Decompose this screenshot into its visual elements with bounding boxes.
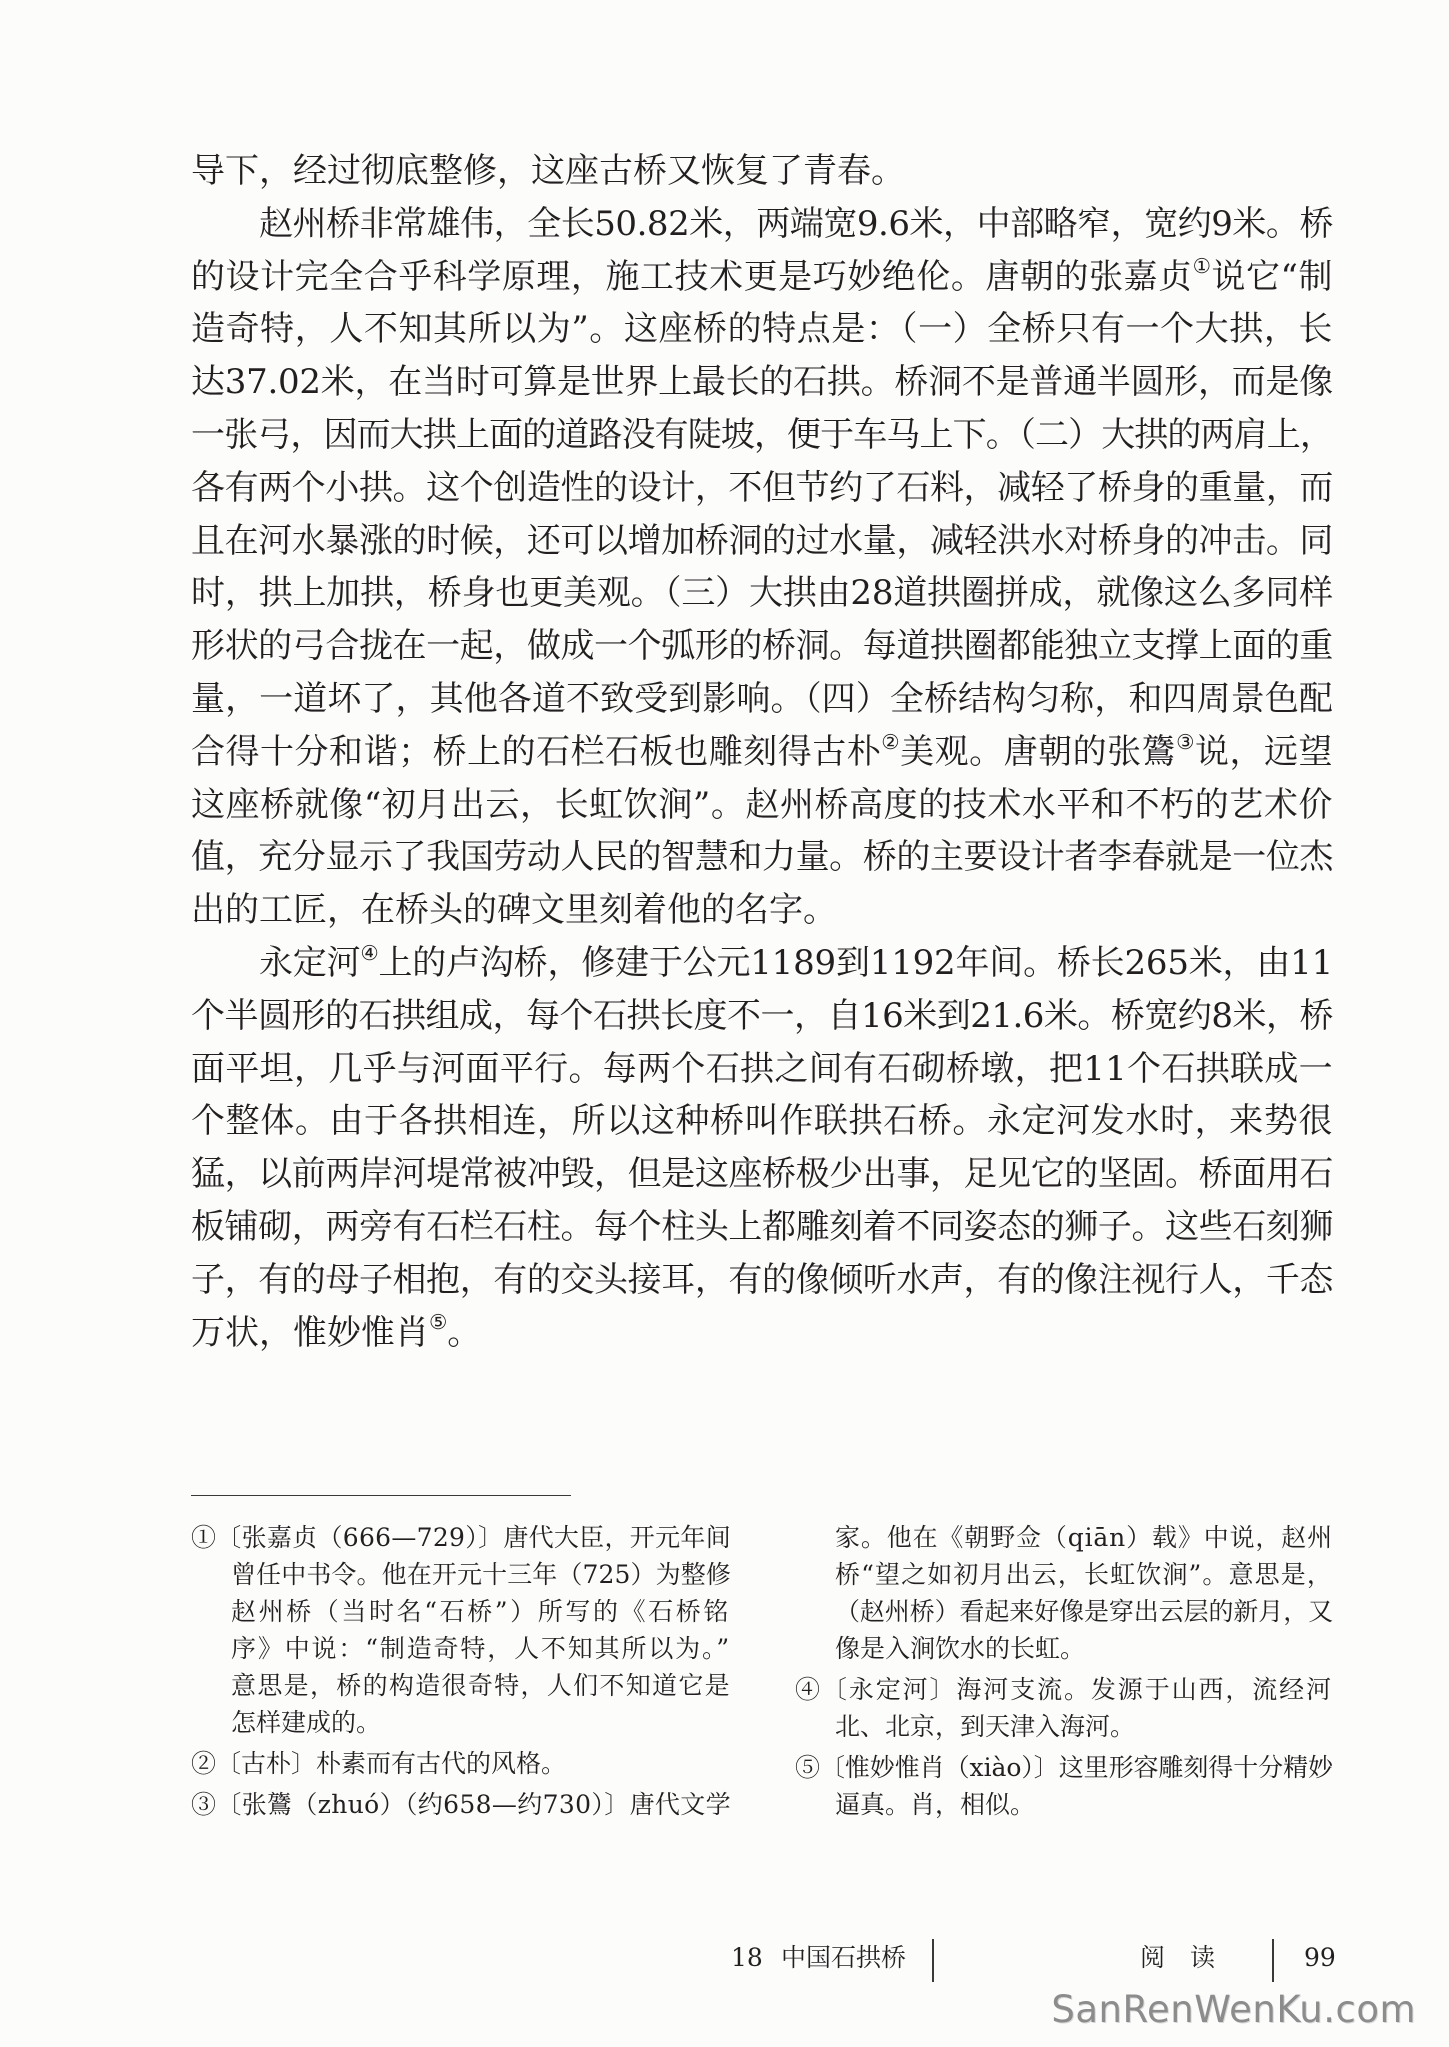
footnote-line: 怎样建成的。 — [231, 1708, 382, 1737]
text-line: 时，拱上加拱，桥身也更美观。（三）大拱由28道拱圈拼成，就像这么多同样 — [191, 573, 1333, 614]
paragraph — [191, 145, 1333, 198]
footnote-line-first: ①〔张嘉贞（666—729）〕唐代大臣，开元年间 — [191, 1523, 731, 1552]
footnote-line: 逼真。肖，相似。 — [835, 1790, 1036, 1819]
footnote-line: 北、北京，到天津入海河。 — [835, 1712, 1136, 1741]
footnote-reference: ② — [881, 729, 901, 754]
footer-divider — [932, 1939, 934, 1982]
footnote-line: 桥“望之如初月出云，长虹饮涧”。意思是， — [835, 1560, 1333, 1589]
lesson-title: 中国石拱桥 — [781, 1943, 907, 1972]
footnote-marker: ① — [191, 1523, 217, 1552]
text-line: 万状，惟妙惟肖⑤。 — [191, 1310, 482, 1353]
footnote-line-first: ②〔古朴〕朴素而有古代的风格。 — [191, 1749, 567, 1778]
footnote-line-first: ⑤〔惟妙惟肖（xiào）〕这里形容雕刻得十分精妙 — [795, 1753, 1333, 1782]
text-line: 一张弓，因而大拱上面的道路没有陡坡，便于车马上下。（二）大拱的两肩上， — [191, 414, 1333, 455]
text-line: 量，一道坏了，其他各道不致受到影响。（四）全桥结构匀称，和四周景色配 — [191, 678, 1333, 719]
text-line: 导下，经过彻底整修，这座古桥又恢复了青春。 — [191, 151, 905, 191]
watermark: SanRenWenKu.com — [1051, 1988, 1416, 2031]
footnote-marker: ③ — [191, 1790, 217, 1819]
footnote-reference: ④ — [360, 940, 379, 965]
footnote-line: 曾任中书令。他在开元十三年（725）为整修 — [231, 1560, 731, 1589]
footnote-line: 家。他在《朝野佥（qiān）载》中说，赵州 — [835, 1523, 1333, 1552]
footnote-line: 意思是，桥的构造很奇特，人们不知道它是 — [231, 1671, 731, 1700]
text-line: 且在河水暴涨的时候，还可以增加桥洞的过水量，减轻洪水对桥身的冲击。同 — [191, 520, 1333, 561]
footnote-reference: ③ — [1176, 729, 1195, 754]
text-line: 各有两个小拱。这个创造性的设计，不但节约了石料，减轻了桥身的重量，而 — [191, 467, 1333, 508]
footnote-marker: ⑤ — [795, 1753, 820, 1782]
text-line: 达37.02米，在当时可算是世界上最长的石拱。桥洞不是普通半圆形，而是像 — [191, 362, 1333, 403]
text-line: 猛，以前两岸河堤常被冲毁，但是这座桥极少出事，足见它的坚固。桥面用石 — [191, 1154, 1333, 1195]
paragraph — [191, 198, 1333, 937]
text-line: 形状的弓合拢在一起，做成一个弧形的桥洞。每道拱圈都能独立支撑上面的重 — [191, 626, 1333, 667]
lesson-number: 18 — [731, 1943, 763, 1972]
footnote-line: 赵州桥（当时名“石桥”）所写的《石桥铭 — [231, 1597, 731, 1626]
text-line: 出的工匠，在桥头的碑文里刻着他的名字。 — [191, 890, 837, 931]
page-number: 99 — [1304, 1943, 1336, 1972]
text-line: 面平坦，几乎与河面平行。每两个石拱之间有石砌桥墩，把11个石拱联成一 — [191, 1048, 1333, 1089]
footnote-marker: ④ — [795, 1675, 822, 1704]
footnote-marker: ② — [191, 1749, 217, 1778]
text-line: 子，有的母子相抱，有的交头接耳，有的像倾听水声，有的像注视行人，千态 — [191, 1259, 1333, 1300]
footnote-column-right — [795, 1519, 1333, 1823]
main-text — [191, 145, 1333, 1359]
text-line: 合得十分和谐；桥上的石栏石板也雕刻得古朴②美观。唐朝的张鷟③说，远望 — [191, 729, 1334, 772]
text-line: 值，充分显示了我国劳动人民的智慧和力量。桥的主要设计者李春就是一位杰 — [191, 837, 1333, 878]
footnote-line: （赵州桥）看起来好像是穿出云层的新月，又 — [835, 1597, 1333, 1626]
footer-divider — [1272, 1939, 1274, 1982]
footnote-reference: ⑤ — [429, 1310, 448, 1335]
footnote-divider — [191, 1495, 571, 1496]
footnote-line: 序》中说：“制造奇特，人不知其所以为。” — [231, 1634, 731, 1663]
footnote-line: 像是入涧饮水的长虹。 — [835, 1634, 1086, 1663]
section-name: 阅读 — [1140, 1943, 1241, 1972]
footnote-column-left — [191, 1519, 731, 1823]
text-line: 板铺砌，两旁有石栏石柱。每个柱头上都雕刻着不同姿态的狮子。这些石刻狮 — [191, 1206, 1333, 1247]
footnote-line-first: ③〔张鷟（zhuó）（约658—约730）〕唐代文学 — [191, 1790, 731, 1819]
text-line: 这座桥就像“初月出云，长虹饮涧”。赵州桥高度的技术水平和不朽的艺术价 — [191, 784, 1333, 825]
footnote-line-first: ④〔永定河〕海河支流。发源于山西，流经河 — [795, 1675, 1333, 1704]
paragraph — [191, 937, 1333, 1359]
footnote-reference: ① — [1192, 254, 1212, 279]
text-line: 永定河④上的卢沟桥，修建于公元1189到1192年间。桥长265米，由11 — [259, 940, 1334, 983]
text-line: 的设计完全合乎科学原理，施工技术更是巧妙绝伦。唐朝的张嘉贞①说它“制 — [191, 254, 1334, 297]
text-line: 个整体。由于各拱相连，所以这种桥叫作联拱石桥。永定河发水时，来势很 — [191, 1101, 1333, 1142]
text-line: 个半圆形的石拱组成，每个石拱长度不一，自16米到21.6米。桥宽约8米，桥 — [191, 995, 1333, 1036]
text-line: 赵州桥非常雄伟，全长50.82米，两端宽9.6米，中部略窄，宽约9米。桥 — [259, 203, 1333, 244]
text-line: 造奇特，人不知其所以为”。这座桥的特点是：（一）全桥只有一个大拱，长 — [191, 309, 1333, 350]
